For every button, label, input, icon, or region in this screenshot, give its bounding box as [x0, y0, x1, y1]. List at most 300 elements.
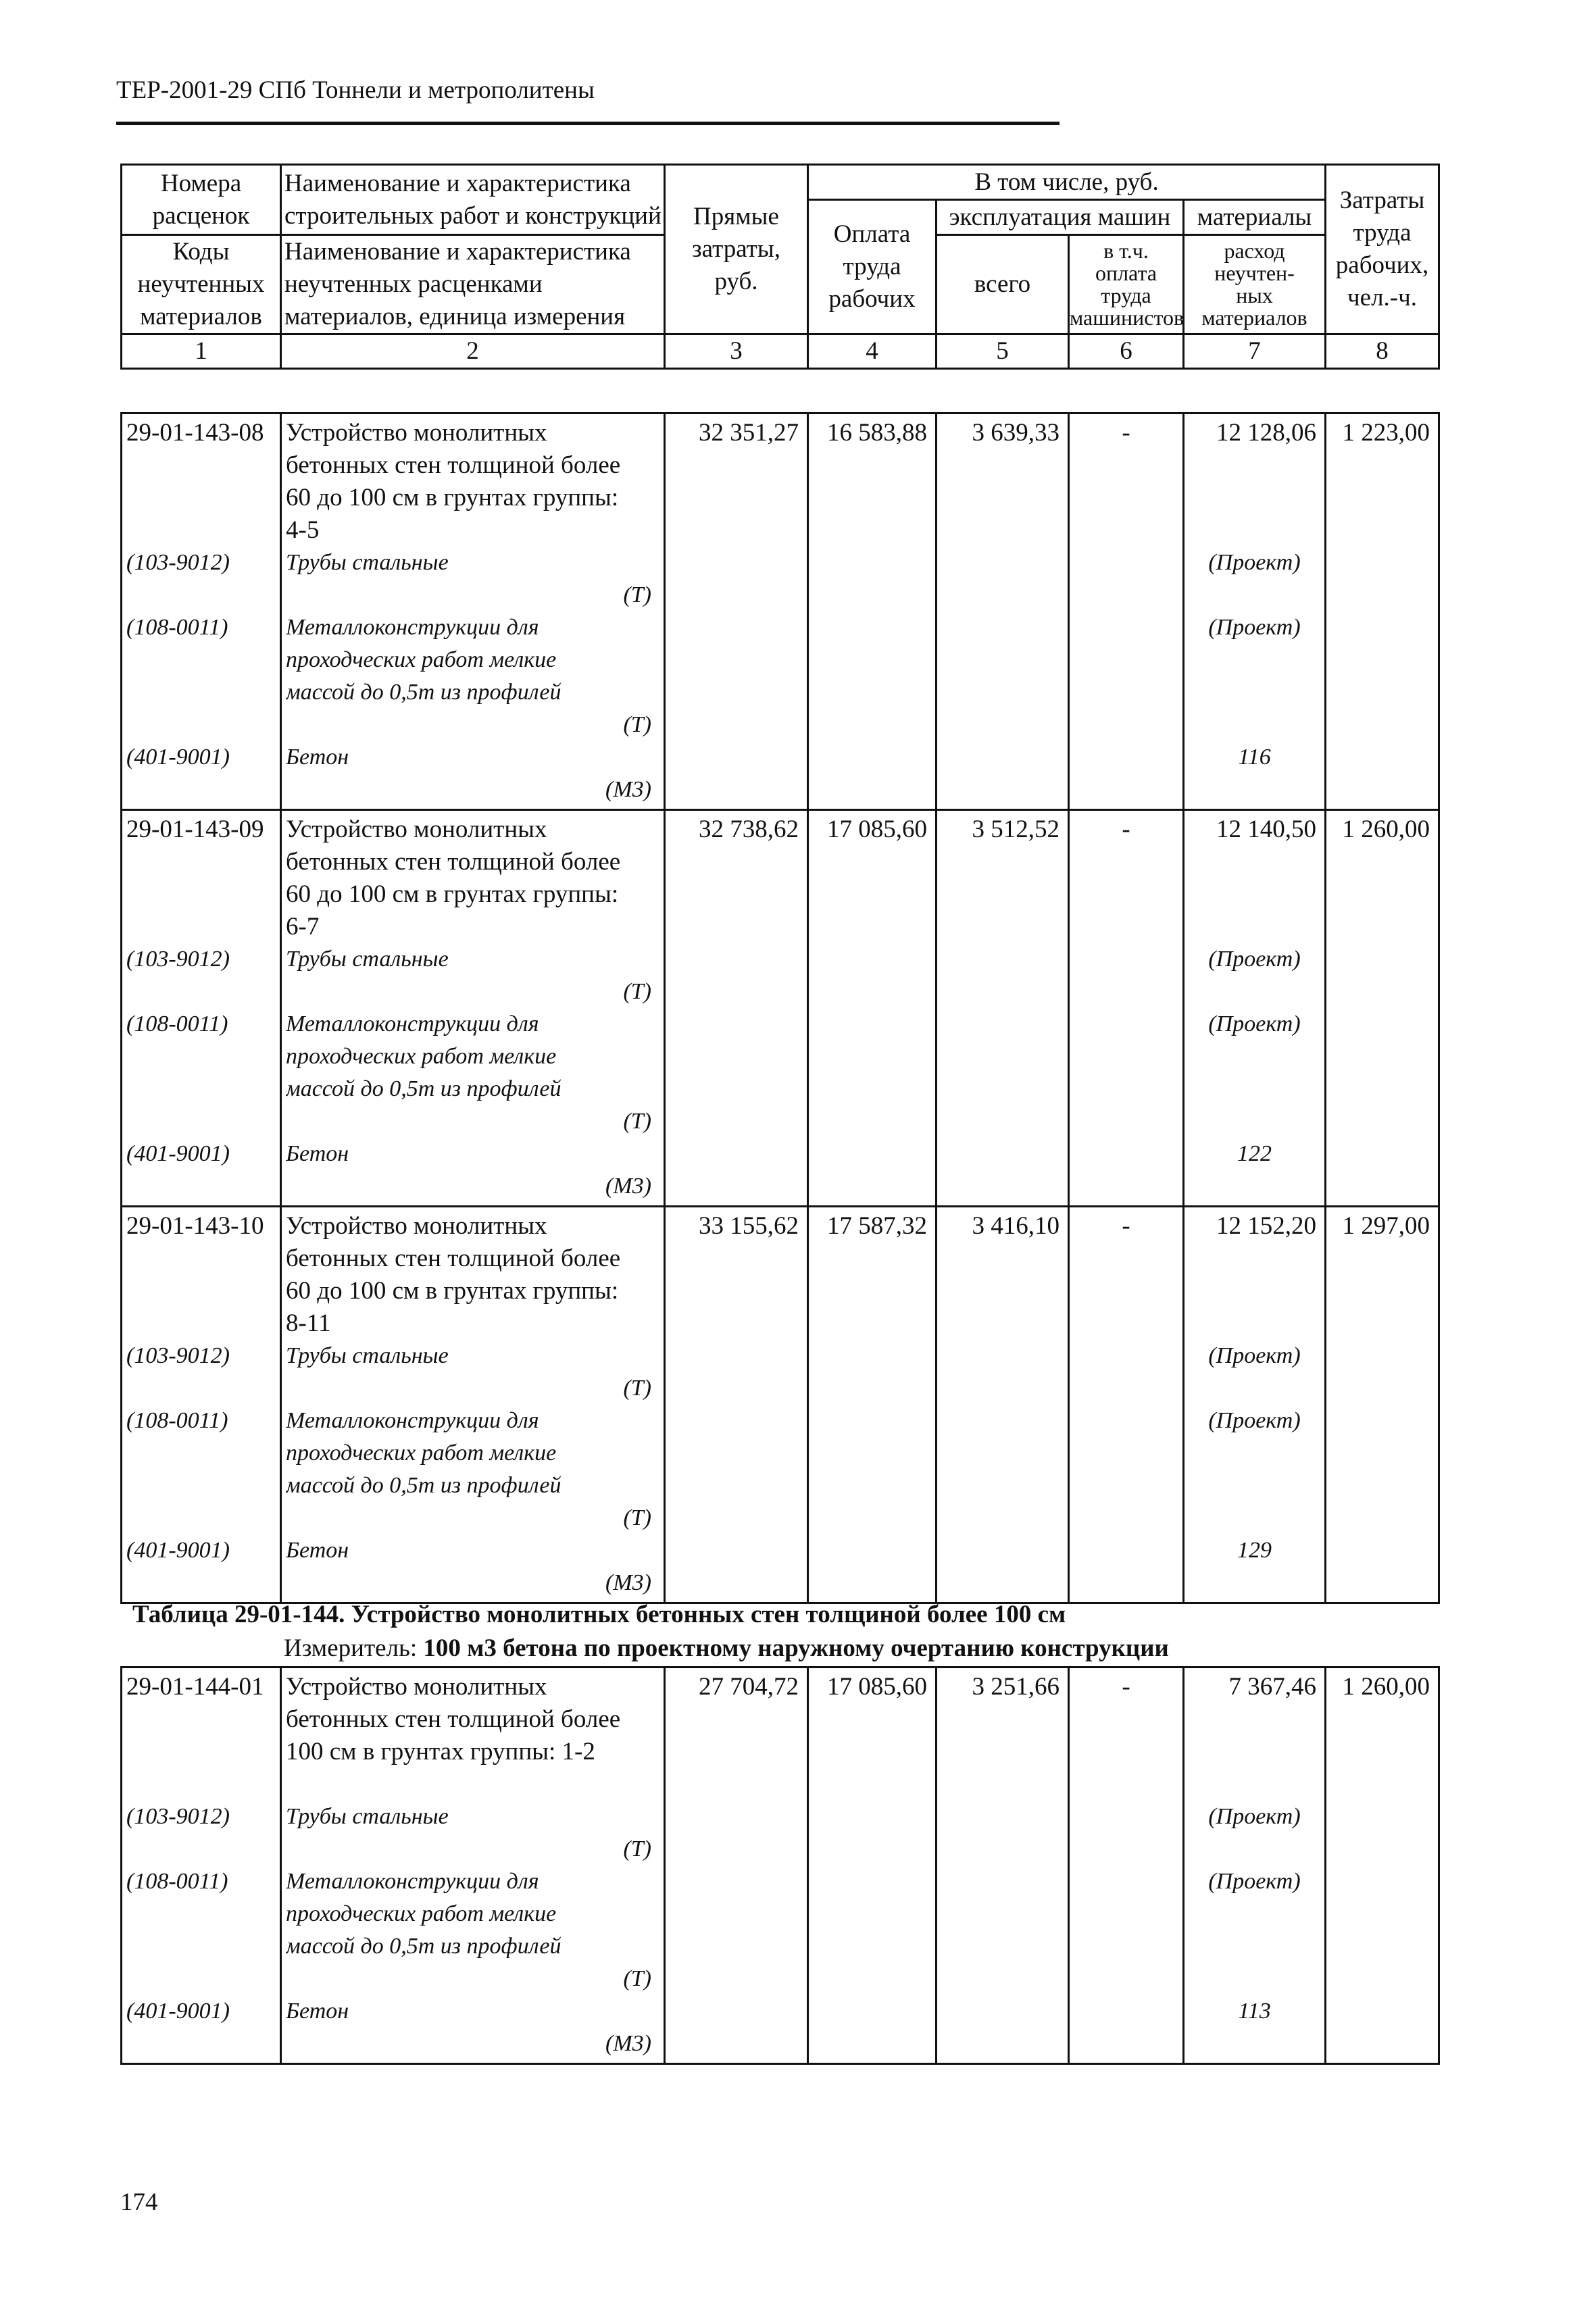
- spacer-line: [941, 976, 1064, 1008]
- materials-value: 12 140,50: [1216, 816, 1316, 843]
- spacer-line: [1330, 878, 1434, 911]
- spacer-line: [813, 1243, 931, 1275]
- spacer-line: [813, 1340, 931, 1372]
- spacer-line: [1074, 1073, 1178, 1105]
- spacer-line: [813, 579, 931, 611]
- spacer-line: [1330, 1930, 1434, 1963]
- spacer-line: [941, 1736, 1064, 1768]
- spacer-line: [1189, 1170, 1320, 1203]
- material-code: (103-9012): [126, 1804, 230, 1829]
- table-144-caption: Таблица 29-01-144. Устройство монолитных бетонных стен толщиной более 100 см: [132, 1601, 1066, 1628]
- spacer-line: [941, 709, 1064, 741]
- spacer-line: [941, 1275, 1064, 1307]
- col4-cell: [808, 413, 937, 810]
- material-value: (Проект): [1208, 1804, 1301, 1829]
- material-unit: (Т): [623, 1966, 651, 1991]
- spacer-line: [813, 1372, 931, 1405]
- spacer-line: [670, 1041, 803, 1073]
- spacer-line: [813, 1801, 931, 1833]
- spacer-line: [1330, 1995, 1434, 2028]
- spacer-line: [670, 482, 803, 514]
- spacer-line: [813, 1865, 931, 1898]
- header-rule: [116, 122, 1059, 125]
- rate-name-line: бетонных стен толщиной более: [286, 1705, 621, 1733]
- material-name-line: проходческих работ мелкие: [286, 1044, 557, 1069]
- material-code: (103-9012): [126, 550, 230, 575]
- direct-value: 33 155,62: [699, 1212, 799, 1240]
- material-value: (Проект): [1208, 1343, 1301, 1368]
- spacer-line: [941, 1372, 1064, 1405]
- spacer-line: [813, 1736, 931, 1768]
- col2-bottom-header: Наименование и характеристика неучтенных расценками материалов, единица измерения: [281, 235, 665, 334]
- spacer-line: [670, 514, 803, 547]
- spacer-line: [813, 1567, 931, 1599]
- spacer-line: [670, 911, 803, 943]
- spacer-line: [670, 547, 803, 579]
- spacer-line: [1074, 1437, 1178, 1470]
- rate-code: 29-01-144-01: [126, 1673, 264, 1701]
- material-value: 129: [1237, 1538, 1272, 1563]
- spacer-line: [1330, 1405, 1434, 1437]
- spacer-line: [813, 1105, 931, 1138]
- material-name-line: Металлоконструкции для: [286, 1011, 539, 1036]
- spacer-line: [1074, 1995, 1178, 2028]
- spacer-line: [1074, 1138, 1178, 1170]
- col-number: 4: [808, 334, 937, 369]
- spacer-line: [1189, 1372, 1320, 1405]
- spacer-line: [670, 644, 803, 676]
- spacer-line: [1330, 1275, 1434, 1307]
- col6-cell: [1069, 413, 1184, 810]
- spacer-line: [813, 1930, 931, 1963]
- spacer-line: [1189, 1105, 1320, 1138]
- material-name-line: Трубы стальные: [286, 1804, 449, 1829]
- spacer-line: [941, 878, 1064, 911]
- spacer-line: [126, 878, 276, 911]
- spacer-line: [670, 1768, 803, 1801]
- spacer-line: [813, 976, 931, 1008]
- spacer-line: [1074, 676, 1178, 709]
- spacer-line: [126, 1963, 276, 1995]
- spacer-line: [126, 1898, 276, 1930]
- material-value: (Проект): [1208, 1869, 1301, 1894]
- spacer-line: [1189, 1833, 1320, 1865]
- material-name-line: проходческих работ мелкие: [286, 1440, 557, 1465]
- labor-value: 17 085,60: [827, 1673, 927, 1701]
- spacer-line: [941, 644, 1064, 676]
- spacer-line: [813, 878, 931, 911]
- spacer-line: [670, 1372, 803, 1405]
- spacer-line: [1074, 976, 1178, 1008]
- spacer-line: [1074, 1372, 1178, 1405]
- spacer-line: [670, 976, 803, 1008]
- materials-value: 7 367,46: [1228, 1673, 1316, 1701]
- spacer-line: [1074, 709, 1178, 741]
- spacer-line: [126, 1502, 276, 1534]
- spacer-line: [1330, 644, 1434, 676]
- spacer-line: [1074, 878, 1178, 911]
- col8-cell: [1326, 810, 1439, 1207]
- spacer-line: [1074, 1930, 1178, 1963]
- direct-value: 32 738,62: [699, 816, 799, 843]
- spacer-line: [941, 1801, 1064, 1833]
- spacer-line: [126, 846, 276, 878]
- rate-name-line: [286, 1768, 659, 1801]
- meter-value: 100 м3 бетона по проектному наружному очертанию конструкции: [423, 1634, 1169, 1662]
- material-name-line: Трубы стальные: [286, 1343, 449, 1368]
- direct-value: 32 351,27: [699, 419, 799, 447]
- hours-value: 1 223,00: [1342, 419, 1430, 447]
- spacer-line: [813, 1995, 931, 2028]
- spacer-line: [1074, 1801, 1178, 1833]
- spacer-line: [1330, 449, 1434, 482]
- spacer-line: [1330, 611, 1434, 644]
- rate-name-line: 8-11: [286, 1309, 331, 1337]
- col3-header: Прямые затраты, руб.: [665, 165, 808, 334]
- spacer-line: [1330, 976, 1434, 1008]
- spacer-line: [1074, 611, 1178, 644]
- spacer-line: [941, 943, 1064, 976]
- col8-cell: [1326, 413, 1439, 810]
- spacer-line: [941, 1073, 1064, 1105]
- spacer-line: [126, 1307, 276, 1340]
- spacer-line: [1074, 846, 1178, 878]
- material-value: 116: [1238, 745, 1271, 770]
- col5-header: всего: [937, 235, 1069, 334]
- spacer-line: [941, 611, 1064, 644]
- spacer-line: [1330, 943, 1434, 976]
- rate-name-line: Устройство монолитных: [286, 816, 547, 843]
- col2-cell: [281, 1668, 665, 2064]
- direct-value: 27 704,72: [699, 1673, 799, 1701]
- material-code: (401-9001): [126, 1538, 230, 1563]
- material-value: (Проект): [1208, 615, 1301, 640]
- col4-cell: [808, 1207, 937, 1603]
- col7-cell: [1184, 1207, 1326, 1603]
- spacer-line: [941, 1898, 1064, 1930]
- spacer-line: [1189, 1470, 1320, 1502]
- spacer-line: [941, 1995, 1064, 2028]
- rate-row: [122, 810, 1439, 1207]
- spacer-line: [813, 1041, 931, 1073]
- rate-name-line: Устройство монолитных: [286, 1212, 547, 1240]
- spacer-line: [941, 846, 1064, 878]
- col-number: 5: [937, 334, 1069, 369]
- machines-header: эксплуатация машин: [937, 200, 1184, 235]
- spacer-line: [126, 774, 276, 806]
- spacer-line: [813, 676, 931, 709]
- spacer-line: [941, 1340, 1064, 1372]
- spacer-line: [1189, 1275, 1320, 1307]
- spacer-line: [1189, 482, 1320, 514]
- material-unit: (Т): [623, 1505, 651, 1530]
- spacer-line: [1074, 1898, 1178, 1930]
- spacer-line: [670, 1307, 803, 1340]
- material-unit: (Т): [623, 1836, 651, 1861]
- table-144-body: [120, 1666, 1440, 2065]
- machines-value: 3 416,10: [972, 1212, 1059, 1240]
- spacer-line: [1330, 676, 1434, 709]
- spacer-line: [1189, 976, 1320, 1008]
- spacer-line: [1330, 1372, 1434, 1405]
- spacer-line: [941, 482, 1064, 514]
- spacer-line: [1189, 1307, 1320, 1340]
- col2-cell: [281, 810, 665, 1207]
- material-name-line: массой до 0,5т из профилей: [286, 1473, 562, 1498]
- spacer-line: [1330, 547, 1434, 579]
- spacer-line: [1330, 1833, 1434, 1865]
- spacer-line: [670, 709, 803, 741]
- spacer-line: [1330, 1736, 1434, 1768]
- spacer-line: [1074, 514, 1178, 547]
- col5-cell: [937, 810, 1069, 1207]
- spacer-line: [1330, 1801, 1434, 1833]
- col1-cell: [122, 1207, 281, 1603]
- spacer-line: [941, 1963, 1064, 1995]
- spacer-line: [941, 1768, 1064, 1801]
- spacer-line: [126, 2028, 276, 2060]
- col4-cell: [808, 1668, 937, 2064]
- material-value: (Проект): [1208, 550, 1301, 575]
- spacer-line: [1074, 1703, 1178, 1736]
- spacer-line: [813, 1470, 931, 1502]
- spacer-line: [670, 1105, 803, 1138]
- spacer-line: [1330, 514, 1434, 547]
- meter-label: Измеритель:: [284, 1634, 418, 1662]
- spacer-line: [1074, 911, 1178, 943]
- col7-cell: [1184, 1668, 1326, 2064]
- spacer-line: [1074, 1243, 1178, 1275]
- spacer-line: [126, 1073, 276, 1105]
- spacer-line: [813, 644, 931, 676]
- spacer-line: [1189, 579, 1320, 611]
- spacer-line: [941, 774, 1064, 806]
- spacer-line: [670, 1470, 803, 1502]
- material-name-line: Металлоконструкции для: [286, 1869, 539, 1894]
- spacer-line: [1189, 1963, 1320, 1995]
- spacer-line: [813, 709, 931, 741]
- material-code: (103-9012): [126, 1343, 230, 1368]
- material-name-line: проходческих работ мелкие: [286, 647, 557, 672]
- col3-cell: [665, 1668, 808, 2064]
- material-name-line: массой до 0,5т из профилей: [286, 1076, 562, 1101]
- spacer-line: [941, 547, 1064, 579]
- spacer-line: [1330, 1768, 1434, 1801]
- spacer-line: [670, 1138, 803, 1170]
- spacer-line: [813, 1405, 931, 1437]
- spacer-line: [670, 1995, 803, 2028]
- material-value: 122: [1237, 1141, 1272, 1166]
- spacer-line: [813, 1833, 931, 1865]
- spacer-line: [1330, 1534, 1434, 1567]
- spacer-line: [1189, 1703, 1320, 1736]
- column-header-table: [120, 164, 1440, 370]
- material-unit: (М3): [605, 777, 651, 802]
- spacer-line: [126, 676, 276, 709]
- spacer-line: [670, 878, 803, 911]
- machinists-value: -: [1122, 1673, 1130, 1701]
- col1-bottom-header: Коды неучтенных материалов: [122, 235, 281, 334]
- spacer-line: [813, 1008, 931, 1041]
- col2-cell: [281, 1207, 665, 1603]
- spacer-line: [126, 1703, 276, 1736]
- material-value: (Проект): [1208, 1408, 1301, 1433]
- spacer-line: [670, 1437, 803, 1470]
- spacer-line: [670, 1736, 803, 1768]
- col8-cell: [1326, 1668, 1439, 2064]
- rate-code: 29-01-143-10: [126, 1212, 264, 1240]
- machinists-value: -: [1122, 419, 1130, 447]
- spacer-line: [670, 579, 803, 611]
- spacer-line: [1189, 2028, 1320, 2060]
- spacer-line: [1189, 1041, 1320, 1073]
- table-143-body: [120, 412, 1440, 1604]
- spacer-line: [1074, 2028, 1178, 2060]
- spacer-line: [1189, 1898, 1320, 1930]
- spacer-line: [670, 846, 803, 878]
- spacer-line: [670, 2028, 803, 2060]
- machinists-value: -: [1122, 816, 1130, 843]
- spacer-line: [941, 1567, 1064, 1599]
- material-code: (401-9001): [126, 745, 230, 770]
- spacer-line: [126, 1930, 276, 1963]
- material-unit: (Т): [623, 582, 651, 607]
- rate-name-line: бетонных стен толщиной более: [286, 848, 621, 876]
- col5-cell: [937, 413, 1069, 810]
- spacer-line: [813, 1275, 931, 1307]
- spacer-line: [126, 514, 276, 547]
- spacer-line: [941, 1170, 1064, 1203]
- col3-cell: [665, 810, 808, 1207]
- material-name-line: Трубы стальные: [286, 550, 449, 575]
- spacer-line: [126, 1372, 276, 1405]
- col1-top-header: Номера расценок: [122, 165, 281, 235]
- spacer-line: [1330, 1865, 1434, 1898]
- spacer-line: [1074, 449, 1178, 482]
- spacer-line: [941, 1470, 1064, 1502]
- spacer-line: [670, 1898, 803, 1930]
- spacer-line: [1330, 846, 1434, 878]
- spacer-line: [1330, 1041, 1434, 1073]
- spacer-line: [1074, 1865, 1178, 1898]
- material-name-line: Бетон: [286, 1141, 349, 1166]
- material-name-line: Бетон: [286, 1538, 349, 1563]
- hours-value: 1 260,00: [1342, 816, 1430, 843]
- running-header: ТЕР-2001-29 СПб Тоннели и метрополитены: [116, 76, 595, 104]
- spacer-line: [1074, 1008, 1178, 1041]
- material-code: (108-0011): [126, 615, 228, 640]
- material-name-line: Трубы стальные: [286, 947, 449, 972]
- hours-value: 1 260,00: [1342, 1673, 1430, 1701]
- spacer-line: [941, 1405, 1064, 1437]
- spacer-line: [941, 2028, 1064, 2060]
- spacer-line: [1330, 1243, 1434, 1275]
- spacer-line: [670, 1170, 803, 1203]
- spacer-line: [1330, 1703, 1434, 1736]
- material-value: (Проект): [1208, 1011, 1301, 1036]
- col1-cell: [122, 413, 281, 810]
- col5-cell: [937, 1207, 1069, 1603]
- spacer-line: [126, 449, 276, 482]
- material-value: 113: [1238, 1999, 1271, 2024]
- spacer-line: [126, 1567, 276, 1599]
- spacer-line: [1189, 644, 1320, 676]
- col4-cell: [808, 810, 937, 1207]
- material-code: (401-9001): [126, 1999, 230, 2024]
- rate-row: [122, 1207, 1439, 1603]
- spacer-line: [1330, 1340, 1434, 1372]
- group-header: В том числе, руб.: [808, 165, 1326, 200]
- material-code: (401-9001): [126, 1141, 230, 1166]
- spacer-line: [813, 514, 931, 547]
- rate-name-line: 60 до 100 см в грунтах группы:: [286, 484, 619, 511]
- spacer-line: [813, 1307, 931, 1340]
- spacer-line: [1074, 1736, 1178, 1768]
- spacer-line: [670, 1405, 803, 1437]
- spacer-line: [1074, 1963, 1178, 1995]
- materials-value: 12 152,20: [1216, 1212, 1316, 1240]
- spacer-line: [813, 1768, 931, 1801]
- spacer-line: [1189, 709, 1320, 741]
- rate-name-line: 60 до 100 см в грунтах группы:: [286, 880, 619, 908]
- spacer-line: [1189, 1437, 1320, 1470]
- spacer-line: [941, 1307, 1064, 1340]
- col6-cell: [1069, 810, 1184, 1207]
- spacer-line: [1074, 1041, 1178, 1073]
- spacer-line: [126, 1105, 276, 1138]
- spacer-line: [670, 1963, 803, 1995]
- spacer-line: [941, 1502, 1064, 1534]
- spacer-line: [1189, 1736, 1320, 1768]
- spacer-line: [1074, 1340, 1178, 1372]
- spacer-line: [1074, 1470, 1178, 1502]
- col7-cell: [1184, 810, 1326, 1207]
- spacer-line: [126, 1041, 276, 1073]
- spacer-line: [1189, 1930, 1320, 1963]
- spacer-line: [813, 911, 931, 943]
- labor-value: 16 583,88: [827, 419, 927, 447]
- spacer-line: [1330, 1437, 1434, 1470]
- spacer-line: [813, 1703, 931, 1736]
- spacer-line: [1074, 1502, 1178, 1534]
- spacer-line: [1189, 846, 1320, 878]
- spacer-line: [1074, 482, 1178, 514]
- material-unit: (М3): [605, 1570, 651, 1595]
- machines-value: 3 512,52: [972, 816, 1059, 843]
- material-name-line: проходческих работ мелкие: [286, 1901, 557, 1926]
- spacer-line: [670, 1567, 803, 1599]
- spacer-line: [813, 741, 931, 774]
- spacer-line: [1189, 878, 1320, 911]
- spacer-line: [813, 482, 931, 514]
- rate-name-line: 6-7: [286, 913, 320, 941]
- rate-row: [122, 413, 1439, 810]
- material-name-line: Бетон: [286, 1999, 349, 2024]
- spacer-line: [941, 1243, 1064, 1275]
- spacer-line: [1074, 1567, 1178, 1599]
- col7-cell: [1184, 413, 1326, 810]
- spacer-line: [126, 709, 276, 741]
- material-unit: (Т): [623, 979, 651, 1004]
- col8-header: Затраты труда рабочих, чел.-ч.: [1326, 165, 1439, 334]
- rate-row: [122, 1668, 1439, 2064]
- spacer-line: [1330, 1105, 1434, 1138]
- spacer-line: [126, 482, 276, 514]
- col-number: 8: [1326, 334, 1439, 369]
- col2-cell: [281, 413, 665, 810]
- spacer-line: [1074, 774, 1178, 806]
- rate-name-line: 60 до 100 см в грунтах группы:: [286, 1277, 619, 1305]
